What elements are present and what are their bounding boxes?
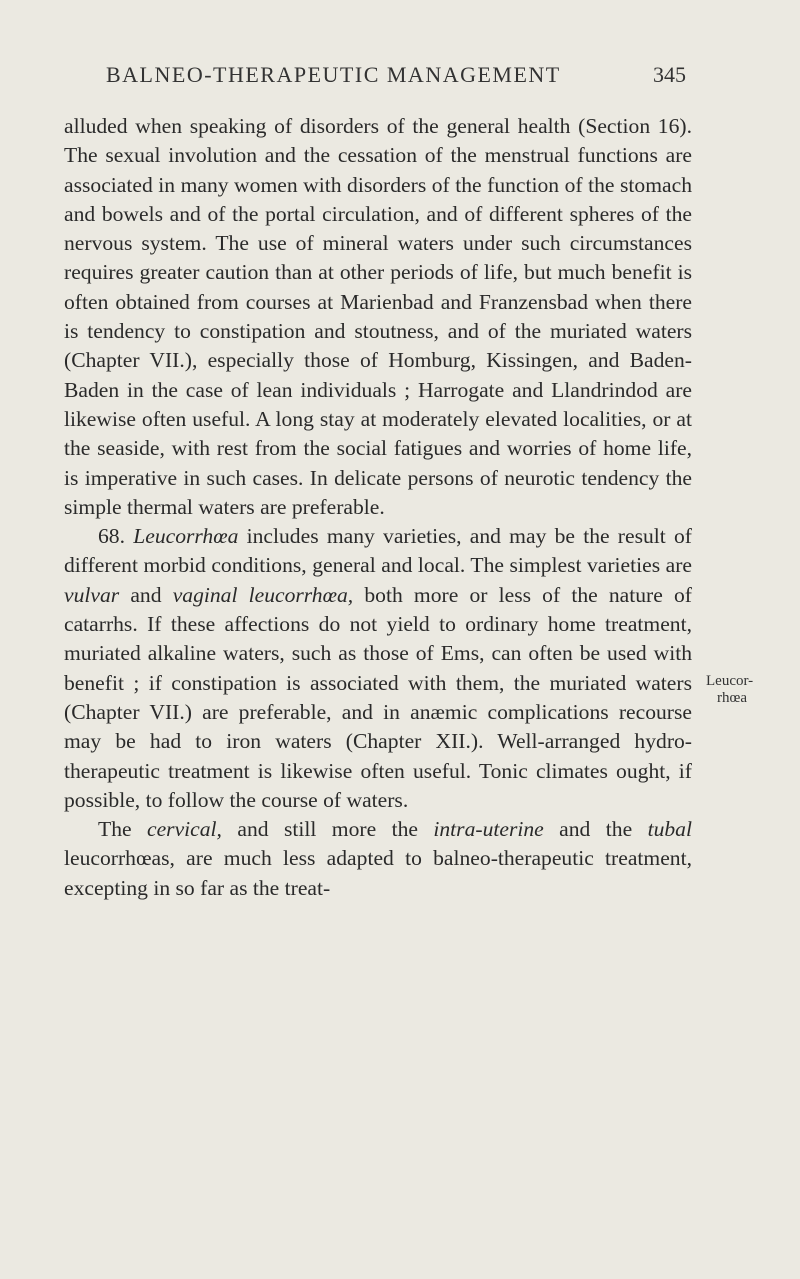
text-run: and still more the [221,817,434,842]
running-header [106,62,686,88]
term-tubal: tubal [647,817,692,842]
term-cervical: cervical, [147,817,222,842]
term-leucorrhoea: Leucorrhœa [133,524,239,549]
text-run: includes many varieties, and may be the result of different morbid conditions, general and local. The simplest varieties are [64,524,692,578]
text-run: leucorrhœas, are much less adapted to balneo-therapeutic treatment, excepting in so far as the treat- [64,846,692,900]
body-text [64,112,692,903]
margin-note-line1: Leucor- [706,673,754,689]
margin-note-line2: rhœa [717,690,747,706]
page-number: 345 [653,62,686,87]
text-run: The [98,817,147,842]
text-run: and the [543,817,648,842]
text-run: both more or less of the nature of catarrhs. If these affections do not yield to ordinary home treatment, muriated alkaline waters, such as those of Ems, can often be used with benefit ; if constipation is associated with them, the muriated waters (Chapter VII.) are preferable, and in anæmic complications recourse may be had to iron waters (Chapter XII.). Well-arranged hydro-therapeutic treatment is likewise often useful. Tonic climates ought, if possible, to follow the course of waters. [64,582,692,812]
term-vulvar: vulvar [64,582,120,607]
paragraph-68 [64,522,692,815]
term-vaginal-leucorrhoea: vaginal leucorrhœa, [172,582,354,607]
text-run: and [119,582,173,607]
margin-note [706,673,798,707]
running-title: BALNEO-THERAPEUTIC MANAGEMENT [106,62,561,87]
paragraph-cervical [64,815,692,903]
term-intra-uterine: intra-uterine [433,817,544,842]
section-number: 68. [98,524,134,549]
paragraph-continued: alluded when speaking of disorders of the general health (Section 16). The sexual involution and the cessation of the menstrual functions are associated in many women with disorders of the function of the stomach and bowels and of the portal circulation, and of different spheres of the nervous system. The use of mineral waters under such circumstances requires greater caution than at other periods of life, but much benefit is often obtained from courses at Marienbad and Franzensbad when there is tendency to constipation and stoutness, and of the muriated waters (Chapter VII.), especially those of Homburg, Kissingen, and Baden-Baden in the case of lean individuals ; Harrogate and Llandrindod are likewise often useful. A long stay at moderately elevated localities, or at the seaside, with rest from the social fatigues and worries of home life, is imperative in such cases. In delicate persons of neurotic tendency the simple thermal waters are preferable. [64,114,692,519]
